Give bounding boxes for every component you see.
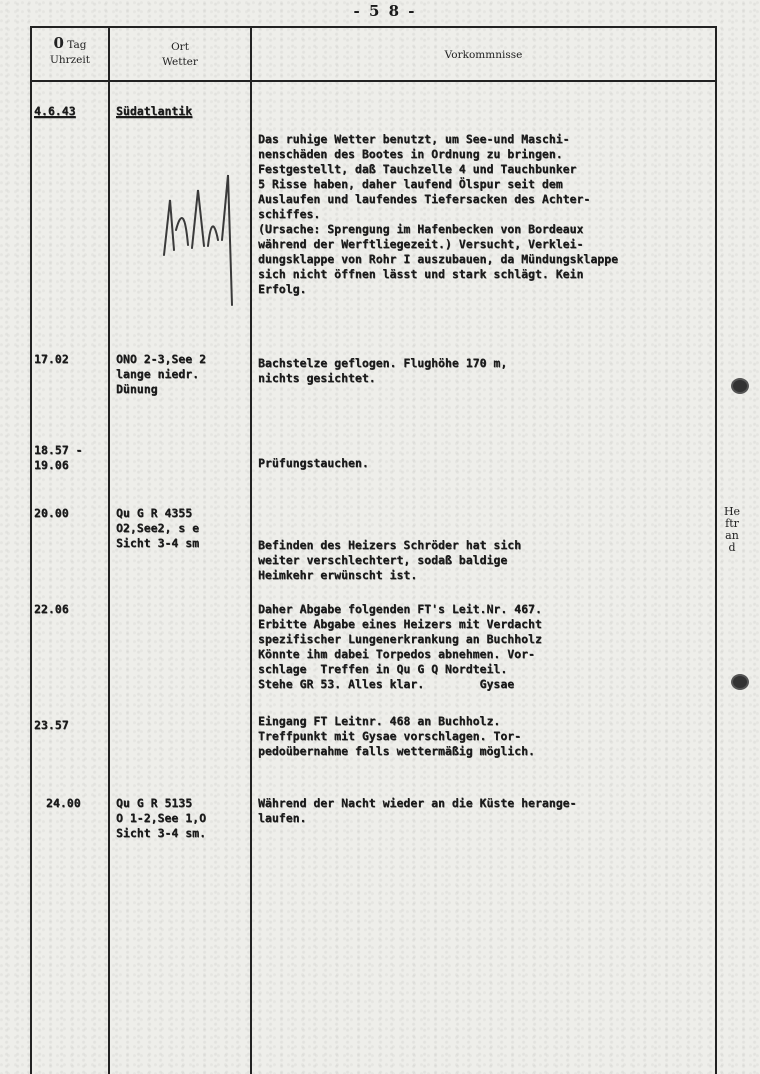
entry-place: Qu G R 4355 O2,See2, s e Sicht 3-4 sm — [116, 506, 200, 550]
header-place-weather — [110, 40, 250, 70]
entry-event: Daher Abgabe folgenden FT's Leit.Nr. 467. Erbitte Abgabe eines Heizers mit Verdacht spezifischer Lungenerkrankung an Buchholz Könnte ihm dabei Torpedos abnehmen. Vor- schlage Treffen in Qu G Q Nordteil. Stehe GR 53. Alles klar. Gysae — [258, 602, 542, 691]
header-date-label: Tag — [67, 39, 87, 51]
table-right-border — [715, 26, 717, 1074]
entry-time: 20.00 — [34, 506, 69, 520]
punch-hole-upper — [731, 378, 749, 394]
column-divider-date — [108, 26, 110, 1074]
header-place-label: Ort — [171, 41, 189, 53]
entry-event: Befinden des Heizers Schröder hat sich weiter verschlechtert, sodaß baldige Heimkehr erwünscht ist. — [258, 538, 522, 582]
entry-time: 17.02 — [34, 352, 69, 366]
entry-place: ONO 2-3,See 2 lange niedr. Dünung — [116, 352, 207, 396]
header-date-time-mark: 0 — [53, 34, 64, 52]
table-top-border — [30, 26, 717, 28]
header-weather-label: Wetter — [162, 56, 198, 68]
entry-event: Während der Nacht wieder an die Küste herange- laufen. — [258, 796, 577, 825]
header-bottom-border — [30, 80, 717, 82]
header-events-label: Vorkommnisse — [444, 49, 523, 61]
entry-time: 4.6.43 — [34, 104, 76, 118]
signature-scribble — [156, 160, 246, 310]
header-date-time — [32, 36, 108, 68]
table-left-border — [30, 26, 32, 1074]
binding-margin-note: Heftrand — [723, 505, 741, 554]
entry-time: 22.06 — [34, 602, 69, 616]
entry-event: Bachstelze geflogen. Flughöhe 170 m, nichts gesichtet. — [258, 356, 508, 385]
entry-event: Das ruhige Wetter benutzt, um See-und Maschi- nenschäden des Bootes in Ordnung zu bringen. Festgestellt, daß Tauchzelle 4 und Tauchbunker 5 Risse haben, daher laufend Ölspur seit dem Auslaufen und laufendes Tiefersacken des Achter- schiffes. (Ursache: Sprengung im Hafenbecken von Bordeaux während der Werftliegezeit.) Versucht, Verklei- dungsklappe von Rohr I auszubauen, da Mündungsklappe sich nicht öffnen lässt und stark schlägt. Kein Erfolg. — [258, 132, 619, 296]
page-number: - 5 8 - — [353, 2, 417, 20]
entry-time: 23.57 — [34, 718, 69, 732]
entry-event: Eingang FT Leitnr. 468 an Buchholz. Treffpunkt mit Gysae vorschlagen. Tor- pedoübernahme falls wettermäßig möglich. — [258, 714, 535, 758]
punch-hole-lower — [731, 674, 749, 690]
entry-place: Südatlantik — [116, 104, 193, 118]
header-time-label: Uhrzeit — [50, 54, 90, 66]
entry-time: 24.00 — [46, 796, 81, 810]
entry-event: Prüfungstauchen. — [258, 456, 369, 470]
entry-time: 18.57 - 19.06 — [34, 443, 83, 472]
handwritten-signature — [156, 160, 246, 313]
entry-place: Qu G R 5135 O 1-2,See 1,O Sicht 3-4 sm. — [116, 796, 207, 840]
column-divider-place — [250, 26, 252, 1074]
header-events — [252, 48, 715, 63]
